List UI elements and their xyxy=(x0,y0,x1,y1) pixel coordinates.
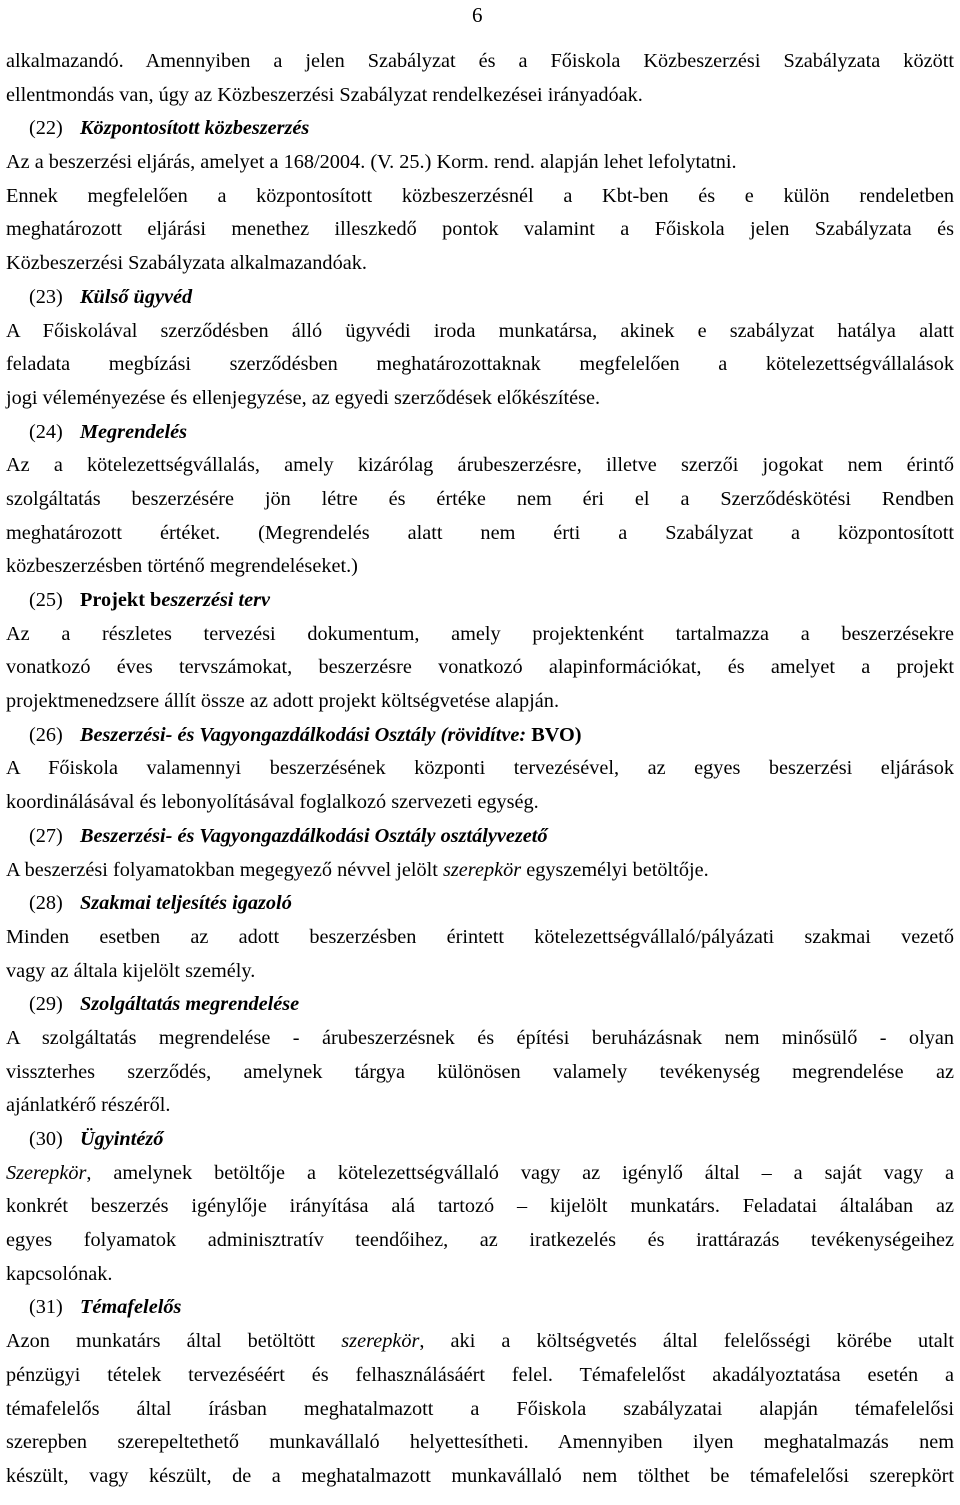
section-heading-31 xyxy=(6,1291,954,1325)
text-line: pénzügyi tételek tervezéséért és felhasználásáért felel. Témafelelőst akadályoztatása esetén a xyxy=(6,1363,954,1386)
text-line: feladata megbízási szerződésben meghatározottaknak megfelelően a kötelezettségvállalások xyxy=(6,353,954,376)
text-line: ellentmondás van, úgy az Közbeszerzési Szabályzat rendelkezései irányadóak. xyxy=(6,83,643,106)
text-line: Az a kötelezettségvállalás, amely kizárólag árubeszerzésre, illetve szerzői jogokat nem érintő xyxy=(6,454,954,477)
text-line: visszterhes szerződés, amelynek tárgya különösen valamely tevékenység megrendelése az xyxy=(6,1060,954,1083)
section-heading-26 xyxy=(6,719,954,753)
text-line: A Főiskola valamennyi beszerzésének központi tervezésével, az egyes beszerzési eljárások xyxy=(6,757,954,780)
text-line: konkrét beszerzés igénylője irányítása alá tartozó – kijelölt munkatárs. Feladatai általában az xyxy=(6,1195,954,1218)
text-run: , amelynek betöltője a kötelezettségvállaló vagy az igénylő által – a saját vagy a xyxy=(86,1161,954,1184)
section-title: Beszerzési- és Vagyongazdálkodási Osztály osztályvezető xyxy=(80,824,548,847)
section-title: Külső ügyvéd xyxy=(80,285,193,308)
text-run: Azon munkatárs által betöltött xyxy=(6,1330,342,1353)
section-title-bold: Projekt b xyxy=(80,589,162,611)
section-heading-22 xyxy=(6,112,954,146)
section-title: Ügyintéző xyxy=(80,1128,164,1150)
section-number: (28) xyxy=(29,892,63,915)
text-line: projektmenedzsere állít össze az adott projekt költségvetése alapján. xyxy=(6,690,560,713)
text-line: alkalmazandó. Amennyiben a jelen Szabályzat és a Főiskola Közbeszerzési Szabályzata között xyxy=(6,50,954,72)
text-line: Minden esetben az adott beszerzésben érintett kötelezettségvállaló/pályázati szakmai vezető xyxy=(6,925,954,948)
text-line: vagy az általa kijelölt személy. xyxy=(6,959,256,982)
text-run: egyszemélyi betöltője. xyxy=(521,858,709,881)
text-line: Az a beszerzési eljárás, amelyet a 168/2004. (V. 25.) Korm. rend. alapján lehet lefolytatni. xyxy=(6,151,737,174)
section-number: (25) xyxy=(29,589,63,611)
text-line: meghatározott értéket. (Megrendelés alatt nem érti a Szabályzat a központosított xyxy=(6,521,954,544)
text-line: kapcsolónak. xyxy=(6,1262,113,1285)
text-line xyxy=(6,1325,954,1359)
text-run: A beszerzési folyamatokban megegyező névvel jelölt xyxy=(6,858,444,881)
section-title: Megrendelés xyxy=(80,420,188,443)
section-title-italic: Beszerzési- és Vagyongazdálkodási Osztály (rövidítve: xyxy=(80,723,532,746)
text-line: szerepben szerepeltethető munkavállaló helyettesítheti. Amennyiben ilyen meghatalmazás nem xyxy=(6,1431,954,1454)
text-line: egyes folyamatok adminisztratív teendőihez, az iratkezelés és irattárazás tevékenységeihez xyxy=(6,1229,954,1252)
section-number: (27) xyxy=(29,824,63,847)
text-run-italic: Szerepkör xyxy=(6,1161,87,1184)
section-heading-24 xyxy=(6,416,954,450)
text-line: Az a részletes tervezési dokumentum, amely projektenként tartalmazza a beszerzésekre xyxy=(6,622,954,645)
section-heading-23 xyxy=(6,281,954,315)
section-number: (29) xyxy=(29,993,63,1016)
section-number: (30) xyxy=(29,1128,63,1150)
text-run: , aki a költségvetés által felelősségi körébe utalt xyxy=(419,1330,954,1353)
section-number: (23) xyxy=(29,285,63,308)
text-line: vonatkozó éves tervszámokat, beszerzésre vonatkozó alapinformációkat, és amelyet a projekt xyxy=(6,656,954,679)
section-title: Témafelelős xyxy=(80,1296,182,1319)
text-line: szolgáltatás beszerzésére jön létre és értéke nem éri el a Szerződéskötési Rendben xyxy=(6,487,954,510)
section-title: Központosított közbeszerzés xyxy=(80,117,310,140)
text-line: készült, vagy készült, de a meghatalmazott munkavállaló nem tölthet be témafelelősi szerepkört xyxy=(6,1464,954,1487)
document-body xyxy=(6,45,954,1494)
section-heading-27 xyxy=(6,820,954,854)
section-number: (24) xyxy=(29,420,63,443)
section-number: (22) xyxy=(29,117,63,140)
section-heading-28 xyxy=(6,887,954,921)
text-run-italic: szerepkör xyxy=(341,1330,420,1353)
text-line: A Főiskolával szerződésben álló ügyvédi iroda munkatársa, akinek e szabályzat hatálya alatt xyxy=(6,319,954,342)
text-line: Közbeszerzési Szabályzata alkalmazandóak. xyxy=(6,252,367,275)
section-title: Szakmai teljesítés igazoló xyxy=(80,892,292,915)
section-heading-29 xyxy=(6,988,954,1022)
text-line: közbeszerzésben történő megrendeléseket.) xyxy=(6,555,358,578)
text-line: meghatározott eljárási menethez illeszkedő pontok valamint a Főiskola jelen Szabályzata és xyxy=(6,218,954,241)
section-title-italic: eszerzési terv xyxy=(161,589,271,611)
text-line: jogi véleményezése és ellenjegyzése, az egyedi szerződések előkészítése. xyxy=(6,386,601,409)
text-line: témafelelős által írásban meghatalmazott a Főiskola szabályzatai alapján témafelelősi xyxy=(6,1397,954,1420)
text-line: ajánlatkérő részéről. xyxy=(6,1094,171,1117)
text-line xyxy=(6,1157,954,1191)
text-line: Ennek megfelelően a központosított közbeszerzésnél a Kbt-ben és e külön rendeletben xyxy=(6,184,954,207)
text-line: A szolgáltatás megrendelése - árubeszerzésnek és építési beruházásnak nem minősülő - olyan xyxy=(6,1026,954,1049)
text-line: koordinálásával és lebonyolításával foglalkozó szervezeti egység. xyxy=(6,791,539,814)
section-title-bold: BVO) xyxy=(531,723,582,746)
section-title: Szolgáltatás megrendelése xyxy=(80,993,300,1016)
text-run-italic: szerepkör xyxy=(443,858,522,881)
section-heading-25 xyxy=(6,584,954,618)
page-number: 6 xyxy=(472,3,483,27)
section-number: (31) xyxy=(29,1296,63,1319)
text-line xyxy=(6,854,954,888)
section-number: (26) xyxy=(29,723,63,746)
section-heading-30 xyxy=(6,1123,954,1157)
